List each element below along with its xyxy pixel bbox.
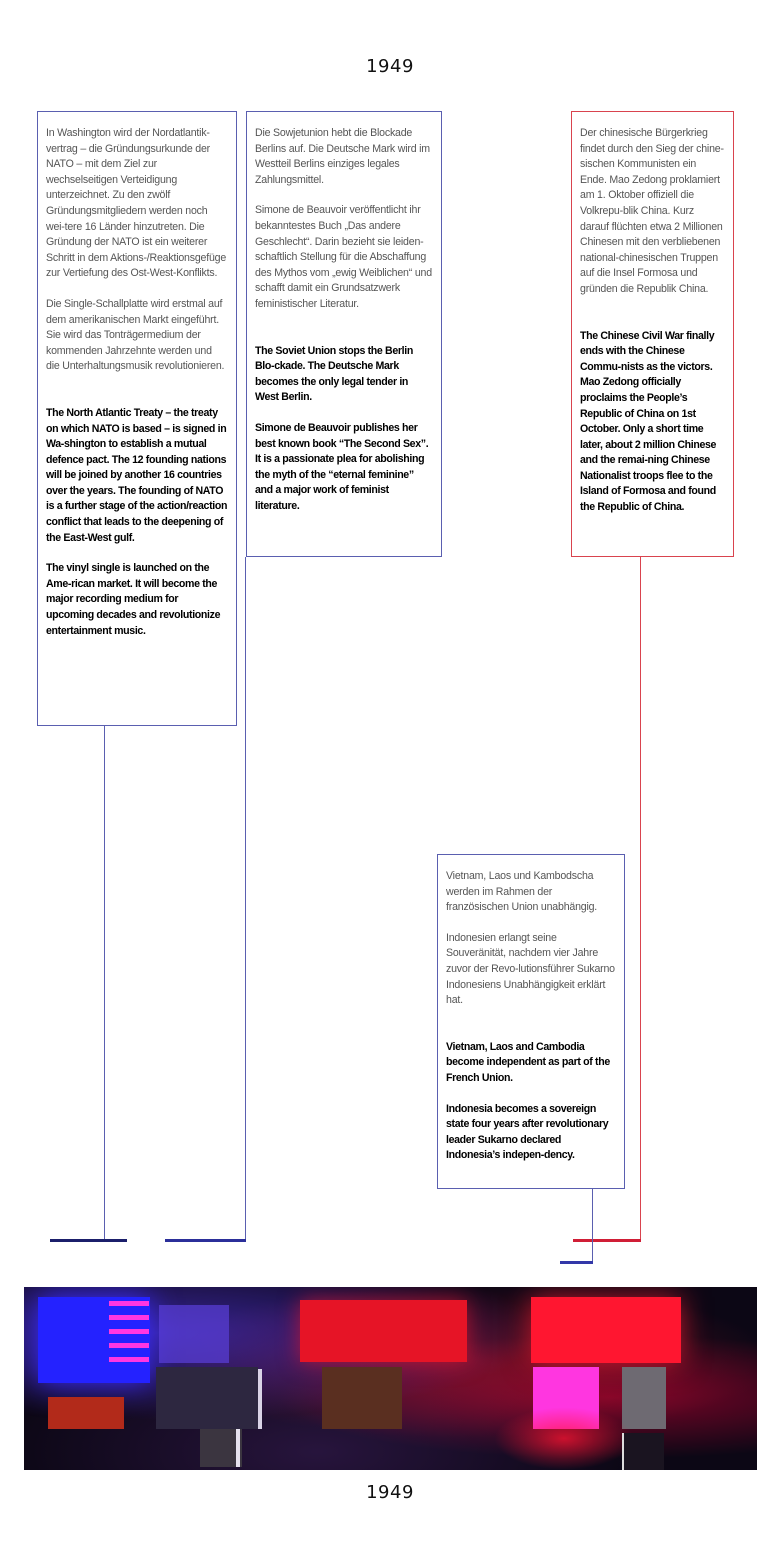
photo-violet-block: [159, 1305, 229, 1363]
entry-text-en: The vinyl single is launched on the Ame-rican market. It will become the major recording medium for upcoming decades and revolutionize entertainment music.: [46, 562, 221, 637]
entry-text-en: The North Atlantic Treaty – the treaty on which NATO is based – is signed in Wa-shington to establish a mutual defence pact. The 12 founding nations will be joined by another 16 countries over the years. The founding of NATO is a further stage of the action/reaction conflict that leads to the deepening of the East-West gulf.: [46, 406, 228, 544]
photo-magenta-stripe: [109, 1343, 149, 1348]
photo-magenta-stripe: [109, 1301, 149, 1306]
photo-brown-block: [322, 1367, 402, 1429]
photo-red-block: [300, 1300, 467, 1362]
connector-line-china: [640, 557, 641, 1241]
entry-text-de: Simone de Beauvoir veröffentlicht ihr bekanntestes Buch „Das andere Geschlecht“. Darin bezieht sie leiden-schaftlich Stellung für die Abschaffung des Mythos vom „ewig Weiblichen“ und schafft damit ein Grundsatzwerk feministischer Literatur.: [255, 204, 432, 310]
entry-box-nato: [37, 111, 237, 726]
entry-text-de: Der chinesische Bürgerkrieg findet durch den Sieg der chine-sischen Kommunisten ein Ende. Mao Zedong proklamiert am 1. Oktober offiziell die Volkrepu-blik China. Kurz darauf flüchten etwa 2 Millionen Chinesen mit den verbliebenen national-chinesischen Truppen auf die Insel Formosa und gründen die Republik China.: [580, 127, 724, 295]
photo-red-floor-glow: [494, 1407, 634, 1470]
entry-box-china: [571, 111, 734, 557]
photo-white-edge: [236, 1429, 240, 1467]
entry-text-de: Die Single-Schallplatte wird erstmal auf dem amerikanischen Markt eingeführt. Sie wird das Tonträgermedium der kommenden Jahrzehnte werden und die Unterhaltungsmusik revolutionieren.: [46, 297, 225, 373]
photo-dark-pillar: [622, 1433, 664, 1470]
photo-magenta-stripe: [109, 1357, 149, 1362]
entry-text-de: Vietnam, Laos und Kambodscha werden im Rahmen der französischen Union unabhängig.: [446, 870, 598, 914]
photo-magenta-stripe: [109, 1315, 149, 1320]
entry-text-en: The Soviet Union stops the Berlin Blo-ckade. The Deutsche Mark becomes the only legal tender in West Berlin.: [255, 344, 413, 404]
connector-line-nato: [104, 726, 105, 1241]
connector-line-indochina: [592, 1189, 593, 1263]
entry-text-en: Simone de Beauvoir publishes her best known book “The Second Sex”. It is a passionate plea for abolishing the myth of the “eternal feminine” and a major work of feminist literature.: [255, 421, 429, 512]
year-heading-top: 1949: [366, 56, 414, 77]
entry-box-indochina: [437, 854, 625, 1189]
marker-bar-nato: [50, 1239, 127, 1242]
marker-bar-china: [573, 1239, 641, 1242]
entry-text-en: Indonesia becomes a sovereign state four years after revolutionary leader Sukarno declared Indonesia’s indepen-dency.: [446, 1102, 609, 1162]
year-heading-bottom: 1949: [366, 1482, 414, 1503]
entry-text-de: In Washington wird der Nordatlantik-vertrag – die Gründungsurkunde der NATO – mit dem Ziel zur wechselseitigen Verteidigung unterzeichnet. Zu den zwölf Gründungsmitgliedern werden noch wei-tere 16 Länder hinzutreten. Die Gründung der NATO ist ein weiterer Schritt in dem Aktions-/Reaktionsgefüge zur Vertiefung des Ost-West-Konflikts.: [46, 127, 227, 280]
photo-blue-block: [38, 1297, 150, 1383]
entry-text-de: Die Sowjetunion hebt die Blockade Berlins auf. Die Deutsche Mark wird im Westteil Berlins einziges legales Zahlungsmittel.: [255, 127, 430, 186]
connector-line-berlin: [245, 557, 246, 1241]
light-installation-photo: [24, 1287, 757, 1470]
entry-text-en: Vietnam, Laos and Cambodia become independent as part of the French Union.: [446, 1040, 610, 1084]
entry-box-berlin: [246, 111, 442, 557]
entry-text-de: Indonesien erlangt seine Souveränität, nachdem vier Jahre zuvor der Revo-lutionsführer Sukarno Indonesiens Unabhängigkeit erklärt hat.: [446, 931, 615, 1007]
photo-white-edge: [258, 1369, 262, 1429]
photo-red-block-right: [531, 1297, 681, 1363]
marker-bar-indochina: [560, 1261, 593, 1264]
entry-text-en: The Chinese Civil War finally ends with the Chinese Commu-nists as the victors. Mao Zedong officially proclaims the People’s Republic of China on 1st October. Only a short time later, about 2 million Chinese and the remai-ning Chinese Nationalist troops flee to the Island of Formosa and found the Republic of China.: [580, 329, 717, 514]
photo-orange-block: [48, 1397, 124, 1429]
marker-bar-berlin: [165, 1239, 246, 1242]
photo-magenta-stripe: [109, 1329, 149, 1334]
photo-dark-block: [156, 1367, 258, 1429]
